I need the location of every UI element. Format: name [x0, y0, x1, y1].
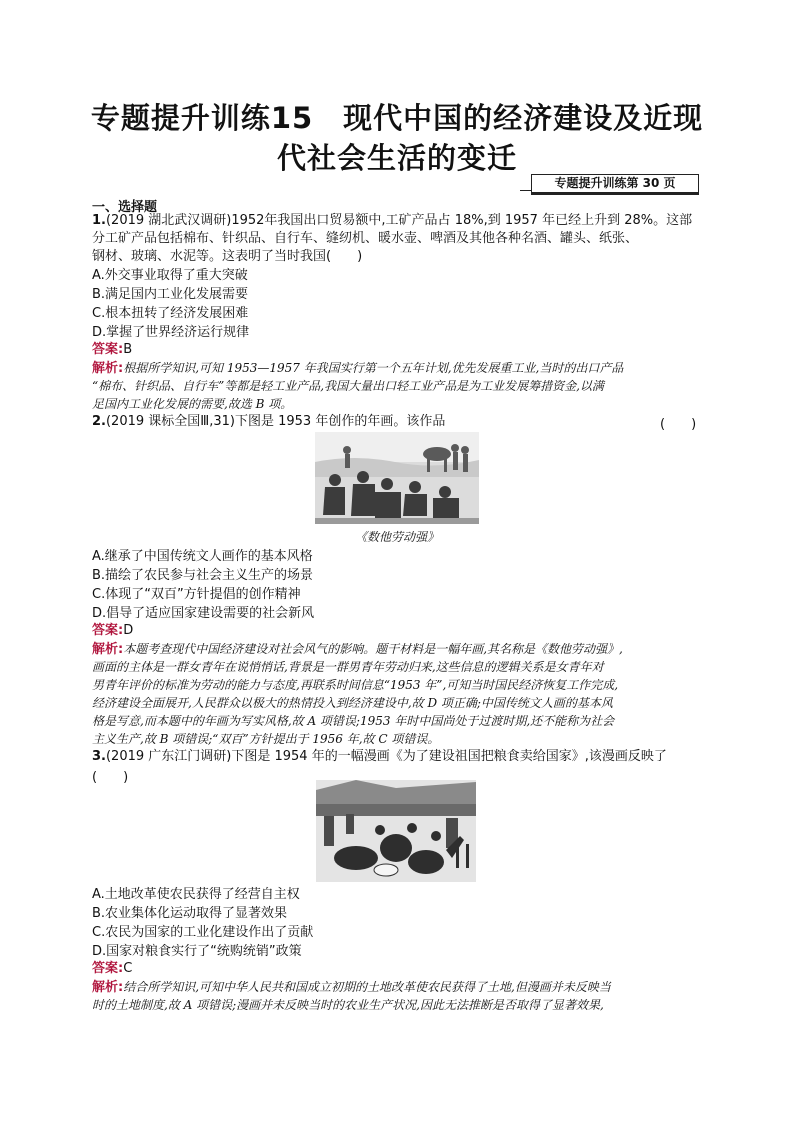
q1-answer: 答案:B — [92, 342, 133, 357]
q1-explain-line-3: 足国内工业化发展的需要,故选 B 项。 — [92, 397, 293, 411]
q3-option-a: A.土地改革使农民获得了经营自主权 — [92, 887, 300, 902]
q2-option-d: D.倡导了适应国家建设需要的社会新风 — [92, 606, 315, 621]
q1-option-c: C.根本扭转了经济发展困难 — [92, 306, 249, 321]
q1-explain-line-2: “棉布、针织品、自行车”等都是轻工业产品,我国大量出口轻工业产品是为工业发展筹措资金,以满 — [92, 379, 604, 393]
q3-explain-line-2: 时的土地制度,故 A 项错误;漫画并未反映当时的农业生产状况,因此无法推断是否取得了显著效果, — [92, 998, 604, 1012]
q2-explain-line-3: 男青年评价的标准为劳动的能力与态度,再联系时间信息“1953 年”,可知当时国民经济恢复工作完成, — [92, 678, 619, 692]
q2-stem: 2.(2019 课标全国Ⅲ,31)下图是 1953 年创作的年画。该作品 — [92, 414, 446, 429]
cartoon-illustration — [316, 780, 476, 882]
q2-explain-line-1: 解析:本题考查现代中国经济建设对社会风气的影响。题干材料是一幅年画,其名称是《数他劳动强》, — [92, 642, 623, 657]
q3-option-b: B.农业集体化运动取得了显著效果 — [92, 906, 288, 921]
q3-answer-blank: ( ) — [92, 770, 129, 785]
q2-explain-line-6: 主义生产,故 B 项错误;“双百”方针提出于 1956 年,故 C 项错误。 — [92, 732, 440, 746]
q2-number: 2. — [92, 414, 106, 429]
q3-stem: 3.(2019 广东江门调研)下图是 1954 年的一幅漫画《为了建设祖国把粮食卖给国家》,该漫画反映了 — [92, 749, 667, 764]
new-year-painting-image — [315, 432, 479, 524]
q1-option-a: A.外交事业取得了重大突破 — [92, 268, 248, 283]
q3-option-c: C.农民为国家的工业化建设作出了贡献 — [92, 925, 314, 940]
q3-option-d: D.国家对粮食实行了“统购统销”政策 — [92, 944, 302, 959]
cartoon-image — [316, 780, 476, 882]
q1-stem-line-2: 分工矿产品包括棉布、针织品、自行车、缝纫机、暖水壶、啤酒及其他各种名酒、罐头、纸张、 — [92, 231, 639, 246]
q2-option-c: C.体现了“双百”方针提倡的创作精神 — [92, 587, 301, 602]
q3-number: 3. — [92, 749, 106, 764]
q2-explain-line-5: 格是写意,而本题中的年画为写实风格,故 A 项错误;1953 年时中国尚处于过渡时期,还不能称为社会 — [92, 714, 615, 728]
q1-number: 1. — [92, 213, 106, 228]
page-title-line2: 代社会生活的变迁 — [276, 141, 517, 175]
q2-option-a: A.继承了中国传统文人画作的基本风格 — [92, 549, 313, 564]
q1-option-b: B.满足国内工业化发展需要 — [92, 287, 249, 302]
q2-explain-line-2: 画面的主体是一群女青年在说悄悄话,背景是一群男青年劳动归来,这些信息的逻辑关系是女青年对 — [92, 660, 604, 674]
q2-answer-blank: ( ) — [660, 417, 697, 432]
q2-option-b: B.描绘了农民参与社会主义生产的场景 — [92, 568, 314, 583]
page-reference-box: 专题提升训练第 30 页 — [531, 174, 699, 195]
q2-explain-line-4: 经济建设全面展开,人民群众以极大的热情投入到经济建设中,故 D 项正确;中国传统文人画的基本风 — [92, 696, 613, 710]
q3-answer: 答案:C — [92, 961, 133, 976]
q3-explain-line-1: 解析:结合所学知识,可知中华人民共和国成立初期的土地改革使农民获得了土地,但漫画并未反映当 — [92, 980, 611, 995]
q1-stem-line-3: 钢材、玻璃、水泥等。这表明了当时我国( ) — [92, 249, 363, 264]
q2-image-caption: 《数他劳动强》 — [354, 530, 439, 544]
page-title-line1: 专题提升训练15 现代中国的经济建设及近现 — [90, 101, 704, 135]
q1-stem-line-1: 1.(2019 湖北武汉调研)1952年我国出口贸易额中,工矿产品占 18%,到 1957 年已经上升到 28%。这部 — [92, 213, 693, 228]
q1-option-d: D.掌握了世界经济运行规律 — [92, 325, 250, 340]
section-heading: 一、选择题 — [92, 200, 158, 215]
q1-explain-line-1: 解析:根据所学知识,可知 1953—1957 年我国实行第一个五年计划,优先发展重工业,当时的出口产品 — [92, 361, 624, 376]
painting-illustration — [315, 432, 479, 524]
q2-answer: 答案:D — [92, 623, 134, 638]
